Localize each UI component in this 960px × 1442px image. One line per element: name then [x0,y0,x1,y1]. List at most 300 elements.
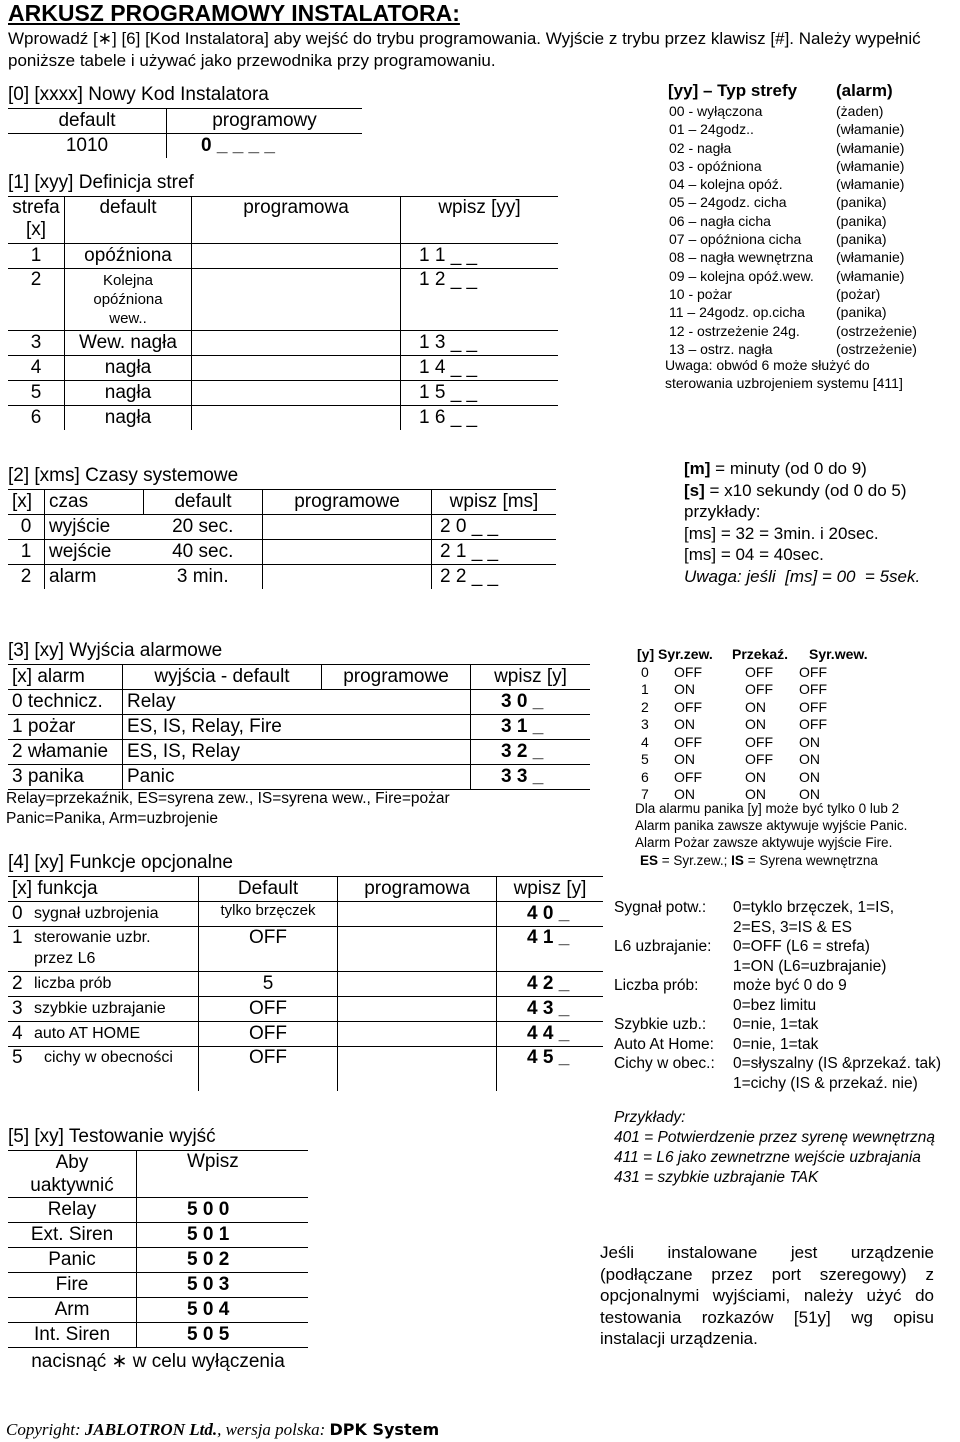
test-output: Relay [8,1198,137,1223]
zone-note-line-2: sterowania uzbrojeniem systemu [411] [665,375,903,391]
table-row [637,734,957,752]
list-item [669,139,959,157]
outputs-state-table [637,646,957,804]
zone-type-name: 13 – ostrz. nagła [669,340,773,357]
s1-col-zone-x: [x] [25,219,47,240]
alarm-code: 3 1 _ [471,715,591,740]
note-value: 0=bez limitu [733,996,817,1014]
option-default: OFF [199,1022,338,1047]
table-row [8,565,556,590]
footer-version: , wersja polska: [217,1420,330,1439]
out-int: OFF [799,681,827,697]
s3-col-enter: wpisz [y] [471,665,591,690]
note-value: 0=nie, 1=tak [733,1016,819,1033]
s2-col-enter: wpisz [ms] [432,490,557,515]
zone-code: 1 4 _ _ [401,356,559,381]
zone-number: 2 [8,269,65,331]
test-output: Arm [8,1298,137,1323]
zone-type-name: 02 - nagła [669,139,732,156]
note-value: 0=nie, 1=tak [733,1035,819,1053]
zone-type-name: 12 - ostrzeżenie 24g. [669,322,800,339]
note-value: 0=słyszalny (IS &przekaź. tak) [733,1055,942,1072]
list-item [669,120,959,138]
alarm-code: 3 2 _ [471,740,591,765]
option-prog-cell [338,1047,497,1092]
zone-code: 1 2 _ _ [401,269,559,331]
zone-type-alarm: (żaden) [836,103,884,119]
table-row [8,927,603,972]
examples-title: Przykłady: [614,1109,686,1126]
zone-prog-cell [192,356,401,381]
alarm-default: Relay [123,690,322,715]
list-item [614,1015,960,1035]
zone-type-name: 05 – 24godz. cicha [669,194,787,211]
legend-line-1: Relay=przekaźnik, ES=syrena zew., IS=syrena wew., Fire=pożar [6,790,450,807]
out-y: 2 [641,698,649,715]
section-1-table [8,196,558,430]
table-row [8,381,558,406]
option-code: 4 2 _ [497,972,604,997]
minutes-text: = minuty (od 0 do 9) [710,459,867,478]
s1-col-zone-label: strefa [12,197,60,218]
section-0-table [8,108,362,158]
out-relay: OFF [745,663,773,680]
note-key: Auto At Home: [614,1035,714,1053]
alarm-default: ES, IS, Relay, Fire [123,715,322,740]
time-code: 2 2 _ _ [432,565,557,590]
s3-col-alarm: [x] alarm [8,665,123,690]
table-row [8,1298,308,1323]
list-item [669,175,959,193]
list-item [669,102,959,120]
example-1: [ms] = 32 = 3min. i 20sec. [684,523,879,543]
option-index: 4 [8,1022,30,1047]
s4-col-enter: wpisz [y] [497,877,604,902]
note-key: L6 uzbrajanie: [614,938,712,955]
option-name: sygnał uzbrojenia [30,902,199,927]
list-item [669,157,959,175]
zone-code: 1 1 _ _ [401,244,559,269]
s4-col-prog: programowa [338,877,497,902]
option-prog-cell [338,997,497,1022]
time-default: 40 sec. [144,540,263,565]
times-warning: Uwaga: jeśli [ms] = 00 = 5sek. [684,566,921,586]
zone-type-name: 06 – nagła cicha [669,212,771,229]
list-item [614,898,960,918]
note-value: 1=ON (L6=uzbrajanie) [733,957,887,975]
table-row [8,356,558,381]
option-prog-cell [338,1022,497,1047]
table-row [8,515,556,540]
zone-type-name: 03 - opóźniona [669,157,762,174]
s4-col-function: [x] funkcja [8,877,199,902]
option-index: 2 [8,972,30,997]
out-col-int: Syr.wew. [809,646,868,662]
note-value: 0=OFF (L6 = strefa) [733,938,870,955]
zone-default: nagła [65,381,192,406]
zone-prog-cell [192,381,401,406]
time-code: 2 0 _ _ [432,515,557,540]
table-row [8,997,603,1022]
zone-type-alarm: (włamanie) [836,267,905,284]
outputs-note-2: Alarm panika zawsze aktywuje wyjście Panic. [635,818,908,834]
list-item [614,1074,960,1094]
note-key: Liczba prób: [614,977,699,994]
out-ext: OFF [674,698,702,715]
seconds-key: [s] [684,480,705,500]
test-output: Fire [8,1273,137,1298]
option-default: OFF [199,1047,338,1092]
s2-col-time: czas [45,490,144,515]
time-prog-cell [263,565,432,590]
option-default: 5 [199,972,338,997]
time-name: wejście [45,540,144,565]
zone-prog-cell [192,244,401,269]
zone-type-alarm: (włamanie) [836,176,905,193]
example-401: 401 = Potwierdzenie przez syrenę wewnętrzną [614,1129,935,1146]
table-row [8,690,590,715]
out-int: ON [799,733,820,750]
zone-types-heading-b: (alarm) [836,81,893,100]
s2-col-default: default [144,490,263,515]
zone-note-line-1: Uwaga: obwód 6 może służyć do [665,357,870,373]
zone-type-alarm: (panika) [836,194,887,211]
section-5-heading: [5] [xy] Testowanie wyjść [8,1126,216,1147]
option-index: 1 [8,927,30,972]
time-default: 3 min. [144,565,263,590]
s1-col-prog: programowa [192,197,401,244]
zone-prog-cell [192,269,401,331]
footer-copyright: Copyright: [6,1420,85,1439]
section-2-table [8,489,556,589]
zone-code: 1 6 _ _ [401,406,559,431]
zone-type-name: 01 – 24godz.. [669,121,754,138]
out-relay: ON [745,698,766,715]
out-relay: OFF [745,733,773,750]
test-output: Ext. Siren [8,1223,137,1248]
list-item [614,976,960,996]
test-code: 5 0 5 [137,1323,309,1348]
section-3-table [8,664,590,790]
zone-number: 4 [8,356,65,381]
table-row [637,716,957,734]
list-item [669,193,959,211]
alarm-name: 2 włamanie [8,740,123,765]
note-value: 1=cichy (IS & przekaź. nie) [733,1074,918,1092]
s1-col-default: default [65,197,192,244]
out-relay: OFF [745,751,773,767]
out-ext: OFF [674,768,702,785]
table-row [8,765,590,790]
list-item [669,248,959,266]
out-y: 0 [641,663,649,680]
zone-types-heading-a: [yy] – Typ strefy [668,81,798,100]
outputs-note-1: Dla alarmu panika [y] może być tylko 0 lub 2 [635,801,900,816]
list-item [669,322,959,340]
out-y: 7 [641,786,649,802]
outputs-legend [6,789,450,829]
test-exit-hint: nacisnąć ∗ w celu wyłączenia [8,1348,308,1375]
out-relay: OFF [745,681,773,697]
alarm-default: Panic [123,765,322,790]
out-relay: ON [745,716,766,732]
list-item [669,212,959,230]
alarm-name: 0 technicz. [8,690,123,715]
list-item [614,1035,960,1055]
alarm-name: 3 panika [8,765,123,790]
out-ext: ON [674,716,695,732]
out-relay: ON [745,768,766,785]
list-item [669,303,959,321]
zone-type-alarm: (włamanie) [836,139,905,156]
alarm-prog-cell [322,765,471,790]
zone-type-alarm: (panika) [836,231,887,248]
minutes-key: [m] [684,459,711,478]
alarm-name: 1 pożar [8,715,123,740]
out-y: 1 [641,681,649,697]
time-code: 2 1 _ _ [432,540,557,565]
alarm-default: ES, IS, Relay [123,740,322,765]
alarm-code: 3 0 _ [471,690,591,715]
example-2: [ms] = 04 = 40sec. [684,545,824,564]
zone-type-alarm: (włamanie) [836,121,905,138]
table-row [8,1323,308,1348]
time-name: alarm [45,565,144,590]
time-prog-cell [263,515,432,540]
test-code: 5 0 1 [137,1223,309,1248]
time-name: wyjście [45,515,144,540]
note-key: Szybkie uzb.: [614,1016,707,1033]
option-code: 4 0 _ [497,902,604,927]
test-code: 5 0 2 [137,1248,309,1273]
page-title: ARKUSZ PROGRAMOWY INSTALATORA: [8,0,460,26]
out-int: ON [799,768,820,785]
zone-default: nagła [65,406,192,431]
s5-col-enter: Wpisz [137,1151,309,1198]
zone-type-alarm: (włamanie) [836,157,905,174]
zone-default: Wew. nagła [65,331,192,356]
out-ext: ON [674,786,695,802]
table-row [8,244,558,269]
s2-col-prog: programowe [263,490,432,515]
table-row [637,664,957,682]
section-1-heading: [1] [xyy] Definicja stref [8,172,194,193]
list-item [669,230,959,248]
out-int: OFF [799,698,827,715]
seconds-text: = x10 sekundy (od 0 do 5) [704,480,907,500]
intro-text: Wprowadź [∗] [6] [Kod Instalatora] aby wejść do trybu programowania. Wyjście z trybu przez klawisz [#]. Należy wypełnić poniższe tabele i używać jako przewodnika przy programowaniu. [8,29,921,70]
zone-type-name: 11 – 24godz. op.cicha [669,304,805,321]
alarm-code: 3 3 _ [471,765,591,790]
table-row [8,331,558,356]
alarm-prog-cell [322,715,471,740]
es-key: ES [640,852,659,868]
examples-label: przykłady: [684,502,761,521]
option-name: auto AT HOME [30,1022,199,1047]
zone-types-note [665,356,903,392]
out-ext: OFF [674,663,702,680]
test-output: Panic [8,1248,137,1273]
zone-type-name: 08 – nagła wewnętrzna [669,249,813,266]
out-ext: ON [674,681,695,697]
is-text: = Syrena wewnętrzna [743,852,878,868]
table-row [8,902,603,927]
out-int: OFF [799,716,827,732]
section-4-table [8,876,603,1091]
option-code: 4 5 _ [497,1047,604,1092]
zone-number: 1 [8,244,65,269]
out-y: 5 [641,751,649,767]
zone-type-name: 00 - wyłączona [669,103,763,119]
zone-prog-cell [192,406,401,431]
table-row [8,1047,603,1092]
zone-type-name: 09 – kolejna opóź.wew. [669,267,814,284]
section-3-heading: [3] [xy] Wyjścia alarmowe [8,640,223,661]
zone-number: 3 [8,331,65,356]
alarm-prog-cell [322,740,471,765]
footer-brand: JABLOTRON Ltd. [84,1420,218,1439]
list-item [614,918,960,938]
zone-code: 1 3 _ _ [401,331,559,356]
zone-type-alarm: (ostrzeżenie) [836,340,917,357]
zone-type-name: 10 - pożar [669,285,733,302]
zone-types-list [669,102,959,358]
test-code: 5 0 4 [137,1298,309,1323]
test-output: Int. Siren [8,1323,137,1348]
note-key: Cichy w obec.: [614,1055,715,1072]
s3-col-prog: programowe [322,665,471,690]
alarm-prog-cell [322,690,471,715]
table-row [8,1022,603,1047]
time-index: 1 [8,540,45,565]
note-key: Sygnał potw.: [614,899,707,916]
zone-type-alarm: (ostrzeżenie) [836,322,917,339]
out-y: 6 [641,768,649,785]
zone-prog-cell [192,331,401,356]
outputs-notes [635,800,907,869]
out-ext: OFF [674,733,702,750]
s1-col-zone [8,197,65,244]
zone-default: Kolejna opóźniona wew.. [65,269,192,331]
table-row [637,751,957,769]
legend-line-2: Panic=Panika, Arm=uzbrojenie [6,810,218,827]
list-item [614,1054,960,1074]
options-note [614,898,960,1093]
table-row [637,681,957,699]
option-default: tylko brzęczek [199,902,338,927]
example-411: 411 = L6 jako zewnetrzne wejście uzbrajania [614,1149,921,1166]
zone-default: opóźniona [65,244,192,269]
time-index: 2 [8,565,45,590]
option-name: szybkie uzbrajanie [30,997,199,1022]
out-relay: ON [745,786,766,802]
option-name: sterowanie uzbr. przez L6 [30,927,199,972]
zone-number: 6 [8,406,65,431]
list-item [614,996,960,1016]
table-row [637,769,957,787]
option-index: 5 [8,1047,30,1092]
test-code: 5 0 0 [137,1198,309,1223]
out-y: 3 [641,716,649,732]
time-index: 0 [8,515,45,540]
zone-type-alarm: (panika) [836,212,887,229]
list-item [614,957,960,977]
zone-code: 1 5 _ _ [401,381,559,406]
table-row [8,1273,308,1298]
footer [6,1420,439,1440]
option-name: cichy w obecności [30,1047,199,1092]
option-default: OFF [199,927,338,972]
option-code: 4 4 _ [497,1022,604,1047]
table-row [8,540,556,565]
note-value: może być 0 do 9 [733,977,847,994]
out-col-relay: Przekaź. [732,646,789,662]
option-code: 4 1 _ [497,927,604,972]
outputs-note-3: Alarm Pożar zawsze aktywuje wyjście Fire. [635,835,893,851]
out-col-ext: [y] Syr.zew. [637,646,713,662]
time-default: 20 sec. [144,515,263,540]
out-y: 4 [641,733,649,750]
times-note [684,458,960,587]
out-int: ON [799,751,820,767]
test-code: 5 0 3 [137,1273,309,1298]
zone-type-alarm: (pożar) [836,285,881,302]
example-431: 431 = szybkie uzbrajanie TAK [614,1169,819,1186]
s0-val-default: 1010 [8,134,167,159]
section-2-heading: [2] [xms] Czasy systemowe [8,465,239,486]
s5-col-activate: Aby uaktywnić [8,1151,137,1198]
section-4-heading: [4] [xy] Funkcje opcjonalne [8,852,233,873]
option-name: liczba prób [30,972,199,997]
table-row [8,269,558,331]
out-int: OFF [799,663,827,680]
s0-val-prog: 0 _ _ _ _ [167,134,363,159]
note-value: 2=ES, 3=IS & ES [733,918,852,936]
table-row [8,972,603,997]
option-index: 3 [8,997,30,1022]
option-prog-cell [338,927,497,972]
out-ext: ON [674,751,695,767]
s2-col-x: [x] [8,490,45,515]
s3-col-default: wyjścia - default [123,665,322,690]
es-text: = Syr.zew.; [658,852,732,868]
table-row [8,1248,308,1273]
option-index: 0 [8,902,30,927]
table-row [637,699,957,717]
zone-type-name: 04 – kolejna opóź. [669,176,783,193]
is-key: IS [731,852,744,868]
table-row [8,740,590,765]
out-int: ON [799,786,820,802]
list-item [669,267,959,285]
table-row [8,1223,308,1248]
table-row [8,406,558,431]
list-item [669,285,959,303]
table-row [8,1198,308,1223]
option-default: OFF [199,997,338,1022]
zone-type-name: 07 – opóźniona cicha [669,231,802,248]
section-5-table [8,1150,308,1374]
zone-type-alarm: (panika) [836,304,887,321]
footer-dpk-logo: DPK System [329,1420,440,1439]
option-prog-cell [338,902,497,927]
note-value: 0=tyklo brzęczek, 1=IS, [733,899,895,916]
s1-col-enter: wpisz [yy] [401,197,559,244]
list-item [614,937,960,957]
zone-number: 5 [8,381,65,406]
option-prog-cell [338,972,497,997]
time-prog-cell [263,540,432,565]
